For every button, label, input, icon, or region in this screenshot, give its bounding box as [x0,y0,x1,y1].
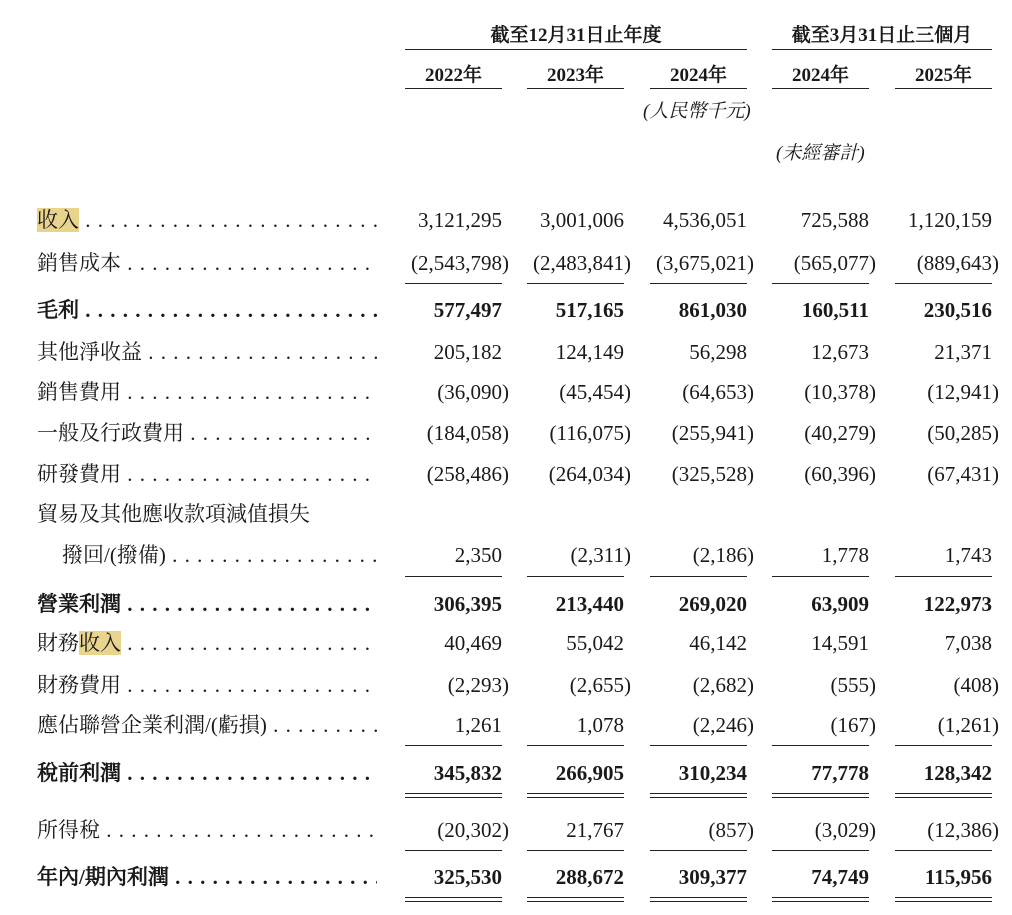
row-label-text: 其他淨收益 [37,340,142,364]
table-row-other-net-gains [0,337,1012,367]
row-label [37,628,377,658]
double-rule [405,897,502,902]
cell-value: 325,530 [433,865,502,889]
subtotal-rule [772,576,869,577]
cell-value: 230,516 [923,298,992,322]
col-rule-2024-quarter [772,88,869,89]
cell-value: (36,090) [437,380,509,404]
subtotal-rule [772,850,869,851]
double-rule [405,793,502,798]
cell-value: (565,077) [793,251,876,275]
row-label-text: 毛利 [37,298,79,322]
cell-value: 4,536,051 [663,208,747,232]
cell-value: 3,121,295 [418,208,502,232]
cell-value: 517,165 [555,298,624,322]
cell-value: (2,311) [570,543,631,567]
subtotal-rule [650,745,747,746]
col-header-2025-quarter: 2025年 [914,65,972,86]
cell-value: 309,377 [678,865,747,889]
subtotal-rule [895,576,992,577]
cell-value: (2,246) [692,713,754,737]
cell-value: 306,395 [433,592,502,616]
subtotal-rule [405,745,502,746]
subtotal-rule [772,283,869,284]
table-row-profit-for-period [0,862,1012,892]
double-rule [527,897,624,902]
table-row-impairment-label [0,499,1012,529]
row-label [37,248,377,278]
row-label [37,459,377,489]
row-label [37,710,377,740]
cell-value: (2,543,798) [411,251,509,275]
double-rule [650,793,747,798]
row-label-text: 稅前利潤 [37,761,121,785]
double-rule [895,793,992,798]
subtotal-rule [405,850,502,851]
cell-value: 128,342 [923,761,992,785]
cell-value: (1,261) [937,713,999,737]
cell-value: 345,832 [433,761,502,785]
cell-value: 124,149 [555,340,624,364]
cell-value: 266,905 [555,761,624,785]
cell-value: 40,469 [444,631,502,655]
unit-note: (人民幣千元) [643,101,751,122]
row-label [62,540,377,570]
row-label-text: 財務費用 [37,673,121,697]
col-rule-2022 [405,88,502,89]
table-row-finance-income [0,628,1012,658]
subtotal-rule [772,745,869,746]
cell-value: 21,371 [934,340,992,364]
row-label-text: 應佔聯營企業利潤/(虧損) [37,713,267,737]
subtotal-rule [650,283,747,284]
cell-value: (408) [953,673,999,697]
subtotal-rule [527,576,624,577]
row-label-highlight: 收入 [79,631,121,655]
cell-value: 205,182 [433,340,502,364]
cell-value: 115,956 [924,865,992,889]
table-row-operating-profit [0,589,1012,619]
subtotal-rule [527,850,624,851]
cell-value: (2,293) [447,673,509,697]
cell-value: (12,386) [927,818,999,842]
cell-value: (2,186) [692,543,754,567]
subtotal-rule [405,283,502,284]
col-rule-2023 [527,88,624,89]
cell-value: 14,591 [811,631,869,655]
cell-value: (258,486) [426,462,509,486]
subtotal-rule [650,850,747,851]
subtotal-rule [527,283,624,284]
double-rule [772,897,869,902]
cell-value: 21,767 [566,818,624,842]
subtotal-rule [895,283,992,284]
row-label [37,418,377,448]
double-rule [895,897,992,902]
cell-value: 1,778 [821,543,869,567]
cell-value: 1,743 [944,543,992,567]
cell-value: 160,511 [801,298,869,322]
double-rule [650,897,747,902]
unaudited-note: (未經審計) [776,143,865,164]
table-row-gross-profit [0,295,1012,325]
double-rule [772,793,869,798]
cell-value: (40,279) [804,421,876,445]
cell-value: (50,285) [927,421,999,445]
row-label-text: 一般及行政費用 [37,421,184,445]
cell-value: (325,528) [671,462,754,486]
cell-value: (12,941) [927,380,999,404]
cell-value: 1,078 [576,713,624,737]
row-label-text: 撥回/(撥備) [62,543,166,567]
cell-value: 310,234 [678,761,747,785]
cell-value: (116,075) [549,421,631,445]
table-row-finance-costs [0,670,1012,700]
cell-value: 1,261 [454,713,502,737]
table-row-profit-before-tax [0,758,1012,788]
table-row-impairment-reversal [0,540,1012,570]
cell-value: (2,483,841) [533,251,631,275]
cell-value: (2,682) [692,673,754,697]
row-label [37,205,377,235]
col-header-2023: 2023年 [546,65,604,86]
col-header-2024-year: 2024年 [669,65,727,86]
subtotal-rule [895,745,992,746]
row-label [37,758,377,788]
quarter-group-header: 截至3月31日止三個月 [791,25,973,46]
cell-value: 1,120,159 [908,208,992,232]
year-group-rule [405,49,747,50]
cell-value: 288,672 [555,865,624,889]
cell-value: (20,302) [437,818,509,842]
cell-value: 63,909 [811,592,869,616]
subtotal-rule [895,850,992,851]
cell-value: (3,029) [814,818,876,842]
row-label [37,337,377,367]
cell-value: 74,749 [811,865,869,889]
cell-value: (64,653) [682,380,754,404]
col-rule-2025-quarter [895,88,992,89]
cell-value: 861,030 [678,298,747,322]
subtotal-rule [405,576,502,577]
cell-value: (555) [830,673,876,697]
row-label [37,815,377,845]
row-label-text: 收入 [37,208,79,232]
table-row-selling-expenses [0,377,1012,407]
cell-value: 577,497 [433,298,502,322]
cell-value: (45,454) [559,380,631,404]
col-header-2022: 2022年 [424,65,482,86]
double-rule [527,793,624,798]
table-row-rd-expenses [0,459,1012,489]
cell-value: (3,675,021) [656,251,754,275]
row-label-text: 貿易及其他應收款項減值損失 [37,502,310,526]
cell-value: (2,655) [569,673,631,697]
row-label [37,862,377,892]
col-rule-2024-year [650,88,747,89]
cell-value: (10,378) [804,380,876,404]
row-label-text: 營業利潤 [37,592,121,616]
row-label [37,295,377,325]
cell-value: (889,643) [916,251,999,275]
table-row-revenue [0,205,1012,235]
cell-value: (184,058) [426,421,509,445]
cell-value: (857) [708,818,754,842]
cell-value: 7,038 [944,631,992,655]
cell-value: 3,001,006 [540,208,624,232]
row-label [37,589,377,619]
cell-value: 269,020 [678,592,747,616]
cell-value: 77,778 [811,761,869,785]
row-label-text: 研發費用 [37,462,121,486]
row-label-prefix: 財務 [37,631,79,655]
table-row-income-tax [0,815,1012,845]
cell-value: (255,941) [671,421,754,445]
row-label-text: 所得稅 [37,818,100,842]
cell-value: (264,034) [548,462,631,486]
table-row-cost-of-sales [0,248,1012,278]
cell-value: 55,042 [566,631,624,655]
cell-value: 12,673 [811,340,869,364]
cell-value: 56,298 [689,340,747,364]
cell-value: 213,440 [555,592,624,616]
cell-value: 2,350 [454,543,502,567]
subtotal-rule [527,745,624,746]
subtotal-rule [650,576,747,577]
table-row-admin-expenses [0,418,1012,448]
row-label-text: 年內/期內利潤 [37,865,169,889]
col-header-2024-quarter: 2024年 [791,65,849,86]
cell-value: (167) [830,713,876,737]
cell-value: 46,142 [689,631,747,655]
year-group-header: 截至12月31日止年度 [490,25,662,46]
cell-value: 725,588 [800,208,869,232]
row-label-text: 銷售成本 [37,251,121,275]
row-label [37,670,377,700]
row-label [37,499,377,529]
cell-value: (60,396) [804,462,876,486]
row-label [37,377,377,407]
cell-value: (67,431) [927,462,999,486]
quarter-group-rule [772,49,992,50]
cell-value: 122,973 [923,592,992,616]
table-row-associates-share [0,710,1012,740]
row-label-text: 銷售費用 [37,380,121,404]
